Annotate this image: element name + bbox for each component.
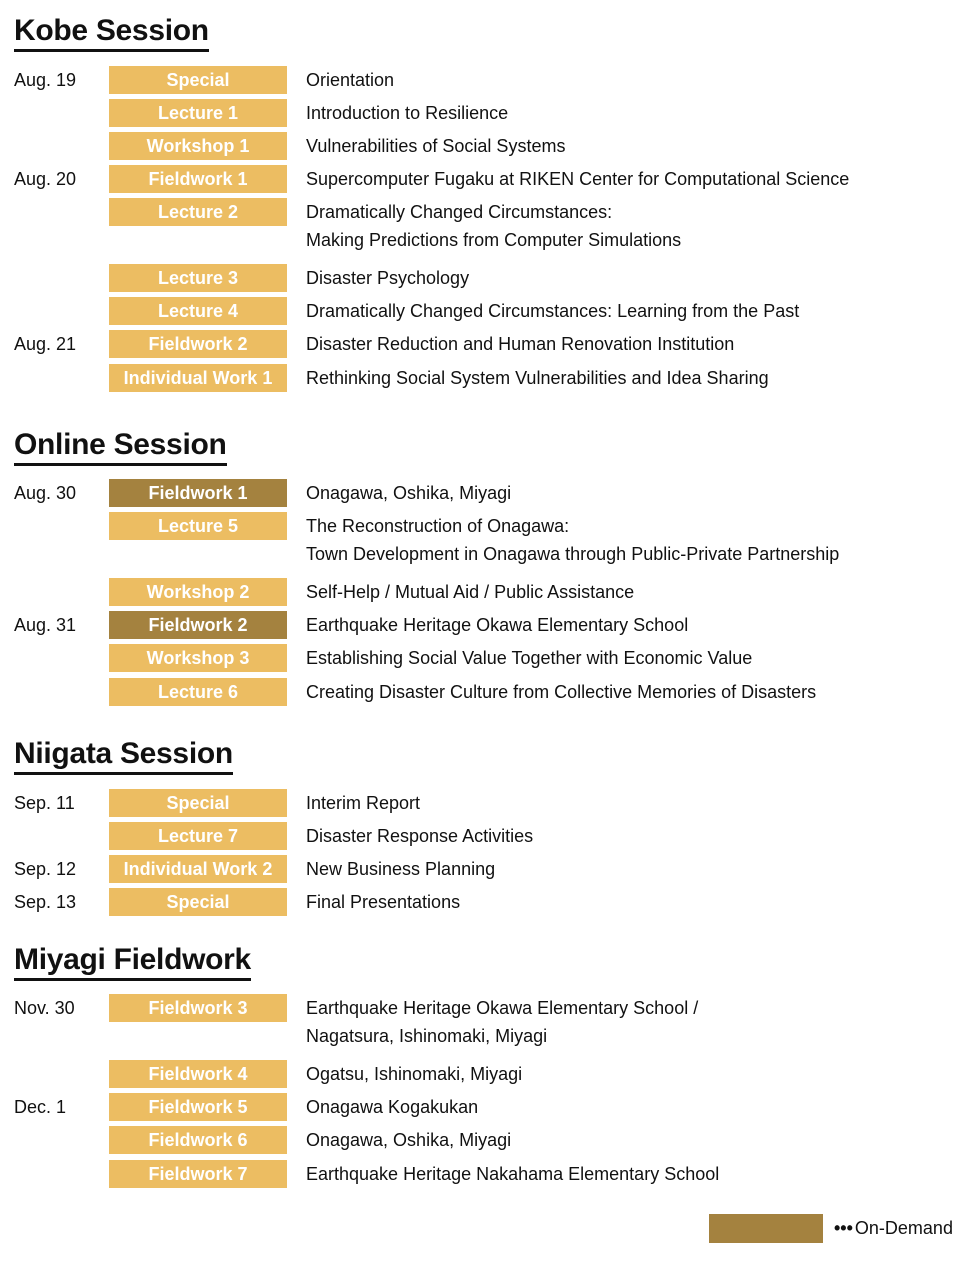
activity-description: Onagawa Kogakukan xyxy=(306,1097,479,1117)
activity-description: Self-Help / Mutual Aid / Public Assistance xyxy=(306,582,635,602)
activity-description: Ogatsu, Ishinomaki, Miyagi xyxy=(306,1064,523,1084)
activity-tag: Lecture 1 xyxy=(109,99,287,127)
activity-tag: Lecture 2 xyxy=(109,198,287,226)
activity-tag: Lecture 7 xyxy=(109,822,287,850)
activity-description: Vulnerabilities of Social Systems xyxy=(306,136,566,156)
activity-tag: Fieldwork 7 xyxy=(109,1160,287,1188)
activity-description: Disaster Response Activities xyxy=(306,826,534,846)
kobe-section-title: Kobe Session xyxy=(14,14,209,52)
activity-description: Earthquake Heritage Okawa Elementary School xyxy=(306,615,689,635)
online-section-title: Online Session xyxy=(14,428,227,466)
session-date: Sep. 13 xyxy=(14,892,77,912)
activity-tag: Special xyxy=(109,789,287,817)
activity-tag: Lecture 3 xyxy=(109,264,287,292)
activity-description: Creating Disaster Culture from Collective Memories of Disasters xyxy=(306,682,817,702)
activity-tag: Fieldwork 2 xyxy=(109,330,287,358)
activity-description: Final Presentations xyxy=(306,892,461,912)
session-date: Sep. 11 xyxy=(14,793,75,813)
activity-tag: Individual Work 1 xyxy=(109,364,287,392)
activity-tag: Special xyxy=(109,66,287,94)
activity-tag: Lecture 6 xyxy=(109,678,287,706)
activity-description: Onagawa, Oshika, Miyagi xyxy=(306,1130,512,1150)
activity-tag: Fieldwork 5 xyxy=(109,1093,287,1121)
activity-tag: Workshop 2 xyxy=(109,578,287,606)
on-demand-legend-swatch xyxy=(709,1214,823,1243)
activity-description: Dramatically Changed Circumstances: xyxy=(306,202,613,222)
activity-tag: Individual Work 2 xyxy=(109,855,287,883)
activity-description: Disaster Reduction and Human Renovation Institution xyxy=(306,334,735,354)
activity-description: Earthquake Heritage Nakahama Elementary School xyxy=(306,1164,720,1184)
activity-tag: Fieldwork 4 xyxy=(109,1060,287,1088)
activity-tag: Lecture 5 xyxy=(109,512,287,540)
activity-description: Orientation xyxy=(306,70,395,90)
activity-tag: Lecture 4 xyxy=(109,297,287,325)
activity-tag: Special xyxy=(109,888,287,916)
activity-description: Introduction to Resilience xyxy=(306,103,509,123)
activity-description: Dramatically Changed Circumstances: Learning from the Past xyxy=(306,301,800,321)
activity-description: Supercomputer Fugaku at RIKEN Center for Computational Science xyxy=(306,169,850,189)
session-date: Aug. 19 xyxy=(14,70,77,90)
on-demand-legend-label: ••• On-Demand xyxy=(834,1218,953,1238)
session-date: Dec. 1 xyxy=(14,1097,67,1117)
activity-tag: Fieldwork 1 xyxy=(109,165,287,193)
activity-tag-on-demand: Fieldwork 2 xyxy=(109,611,287,639)
activity-description: Making Predictions from Computer Simulations xyxy=(306,230,682,250)
activity-description: The Reconstruction of Onagawa: xyxy=(306,516,570,536)
activity-description: Disaster Psychology xyxy=(306,268,470,288)
activity-description: Earthquake Heritage Okawa Elementary School / xyxy=(306,998,699,1018)
session-date: Aug. 31 xyxy=(14,615,77,635)
activity-description: Rethinking Social System Vulnerabilities and Idea Sharing xyxy=(306,368,769,388)
activity-description: Onagawa, Oshika, Miyagi xyxy=(306,483,512,503)
activity-description: Nagatsura, Ishinomaki, Miyagi xyxy=(306,1026,548,1046)
niigata-section-title: Niigata Session xyxy=(14,737,233,775)
activity-description: Town Development in Onagawa through Public-Private Partnership xyxy=(306,544,840,564)
session-date: Aug. 20 xyxy=(14,169,77,189)
miyagi-section-title: Miyagi Fieldwork xyxy=(14,943,251,981)
session-date: Aug. 21 xyxy=(14,334,77,354)
activity-tag: Workshop 1 xyxy=(109,132,287,160)
activity-description: Establishing Social Value Together with Economic Value xyxy=(306,648,753,668)
activity-tag-on-demand: Fieldwork 1 xyxy=(109,479,287,507)
activity-tag: Workshop 3 xyxy=(109,644,287,672)
activity-tag: Fieldwork 3 xyxy=(109,994,287,1022)
activity-description: Interim Report xyxy=(306,793,421,813)
session-date: Sep. 12 xyxy=(14,859,77,879)
activity-tag: Fieldwork 6 xyxy=(109,1126,287,1154)
activity-description: New Business Planning xyxy=(306,859,496,879)
session-date: Nov. 30 xyxy=(14,998,75,1018)
session-date: Aug. 30 xyxy=(14,483,77,503)
